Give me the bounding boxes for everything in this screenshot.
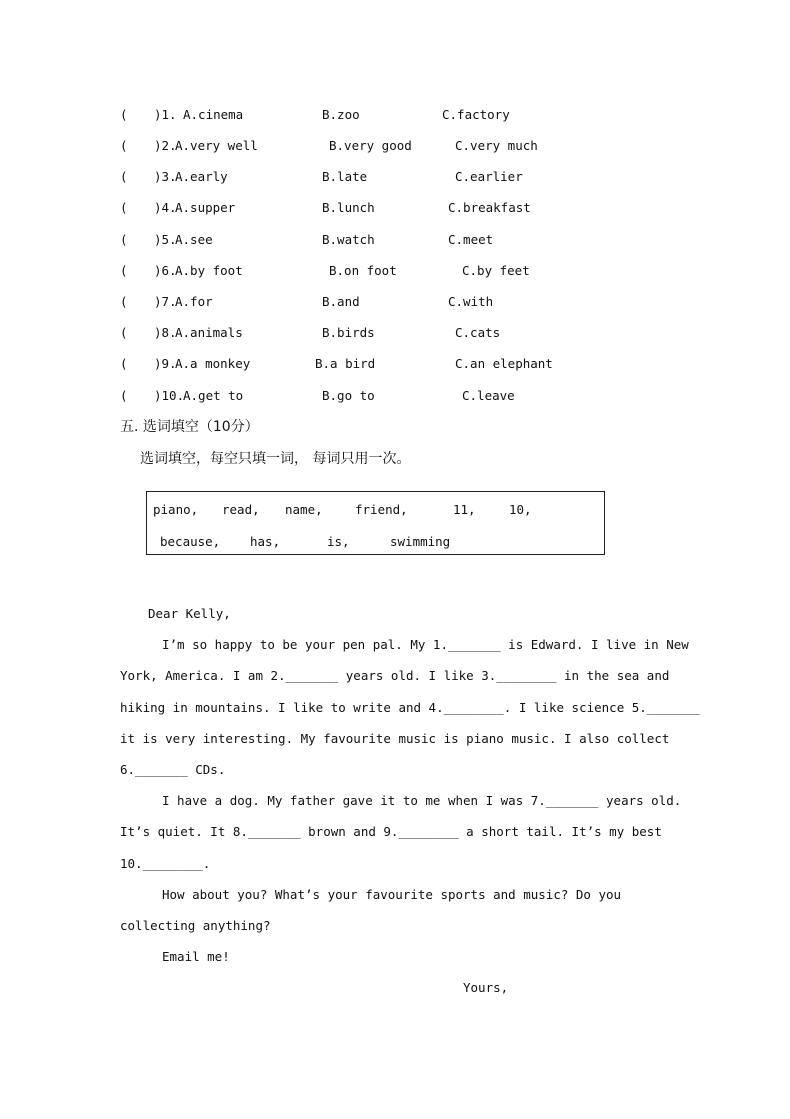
word-bank-word: read, xyxy=(222,502,260,517)
option-a: A.by foot xyxy=(175,263,243,278)
option-c: C.an elephant xyxy=(455,356,553,371)
letter-greeting: Dear Kelly, xyxy=(148,606,231,621)
option-c: C.factory xyxy=(442,107,510,122)
letter-line: hiking in mountains. I like to write and 4.________. I like science 5._______ xyxy=(120,700,700,715)
option-b: B.late xyxy=(322,169,368,184)
question-number: )7. xyxy=(154,294,177,309)
word-bank-word: 10, xyxy=(509,502,532,517)
option-b: B.zoo xyxy=(322,107,360,122)
option-c: C.leave xyxy=(462,388,515,403)
question-number: )4. xyxy=(154,200,177,215)
option-c: C.cats xyxy=(455,325,501,340)
question-row xyxy=(120,325,680,345)
answer-paren: ( xyxy=(120,232,128,247)
word-bank-word: 11, xyxy=(453,502,476,517)
question-number: )8. xyxy=(154,325,177,340)
letter-line: Email me! xyxy=(162,949,230,964)
option-c: C.meet xyxy=(448,232,494,247)
section-instruction: 选词填空，每空只填一词， 每词只用一次。 xyxy=(140,451,411,467)
answer-paren: ( xyxy=(120,325,128,340)
question-row xyxy=(120,232,680,252)
question-row xyxy=(120,200,680,220)
letter-line: 10.________. xyxy=(120,856,211,871)
option-b: B.lunch xyxy=(322,200,375,215)
option-c: C.with xyxy=(448,294,494,309)
letter-line: it is very interesting. My favourite music is piano music. I also collect xyxy=(120,731,670,746)
option-a: A.animals xyxy=(175,325,243,340)
question-row xyxy=(120,388,680,408)
option-c: C.by feet xyxy=(462,263,530,278)
option-c: C.breakfast xyxy=(448,200,531,215)
word-bank-word: swimming xyxy=(390,534,451,549)
letter-line: How about you? What’s your favourite sports and music? Do you xyxy=(162,887,622,902)
question-number: )6. xyxy=(154,263,177,278)
option-b: B.birds xyxy=(322,325,375,340)
option-b: B.and xyxy=(322,294,360,309)
option-b: B.go to xyxy=(322,388,375,403)
question-number: )10. xyxy=(154,388,185,403)
word-bank-word: friend, xyxy=(355,502,408,517)
answer-paren: ( xyxy=(120,107,128,122)
word-bank-word: because, xyxy=(160,534,221,549)
option-a: A.get to xyxy=(183,388,244,403)
question-number: )2. xyxy=(154,138,177,153)
letter-line: York, America. I am 2._______ years old. I like 3.________ in the sea and xyxy=(120,668,670,683)
letter-line: collecting anything? xyxy=(120,918,271,933)
option-a: A.supper xyxy=(175,200,236,215)
section-title: 五. 选词填空（10分） xyxy=(120,419,259,435)
question-row xyxy=(120,169,680,189)
option-b: B.very good xyxy=(329,138,412,153)
question-row xyxy=(120,107,680,127)
question-number: )9. xyxy=(154,356,177,371)
option-a: A.for xyxy=(175,294,213,309)
letter-line: I’m so happy to be your pen pal. My 1._______ is Edward. I live in New xyxy=(162,637,689,652)
answer-paren: ( xyxy=(120,388,128,403)
answer-paren: ( xyxy=(120,138,128,153)
question-row xyxy=(120,294,680,314)
answer-paren: ( xyxy=(120,169,128,184)
word-bank-word: piano, xyxy=(153,502,199,517)
answer-paren: ( xyxy=(120,200,128,215)
option-c: C.very much xyxy=(455,138,538,153)
word-bank-word: has, xyxy=(250,534,281,549)
letter-line: It’s quiet. It 8._______ brown and 9.________ a short tail. It’s my best xyxy=(120,824,662,839)
option-a: A.a monkey xyxy=(175,356,251,371)
answer-paren: ( xyxy=(120,294,128,309)
option-c: C.earlier xyxy=(455,169,523,184)
question-number: )5. xyxy=(154,232,177,247)
question-row xyxy=(120,356,680,376)
question-row xyxy=(120,263,680,283)
option-a: A.cinema xyxy=(183,107,244,122)
answer-paren: ( xyxy=(120,356,128,371)
option-a: A.see xyxy=(175,232,213,247)
question-row xyxy=(120,138,680,158)
option-a: A.very well xyxy=(175,138,258,153)
letter-line: 6._______ CDs. xyxy=(120,762,226,777)
word-bank-word: is, xyxy=(327,534,350,549)
letter-line: I have a dog. My father gave it to me when I was 7._______ years old. xyxy=(162,793,682,808)
option-b: B.a bird xyxy=(315,356,376,371)
option-b: B.on foot xyxy=(329,263,397,278)
word-bank-word: name, xyxy=(285,502,323,517)
option-a: A.early xyxy=(175,169,228,184)
question-number: )1. xyxy=(154,107,177,122)
option-b: B.watch xyxy=(322,232,375,247)
question-number: )3. xyxy=(154,169,177,184)
answer-paren: ( xyxy=(120,263,128,278)
letter-closing: Yours, xyxy=(463,980,509,995)
word-bank xyxy=(146,491,605,555)
